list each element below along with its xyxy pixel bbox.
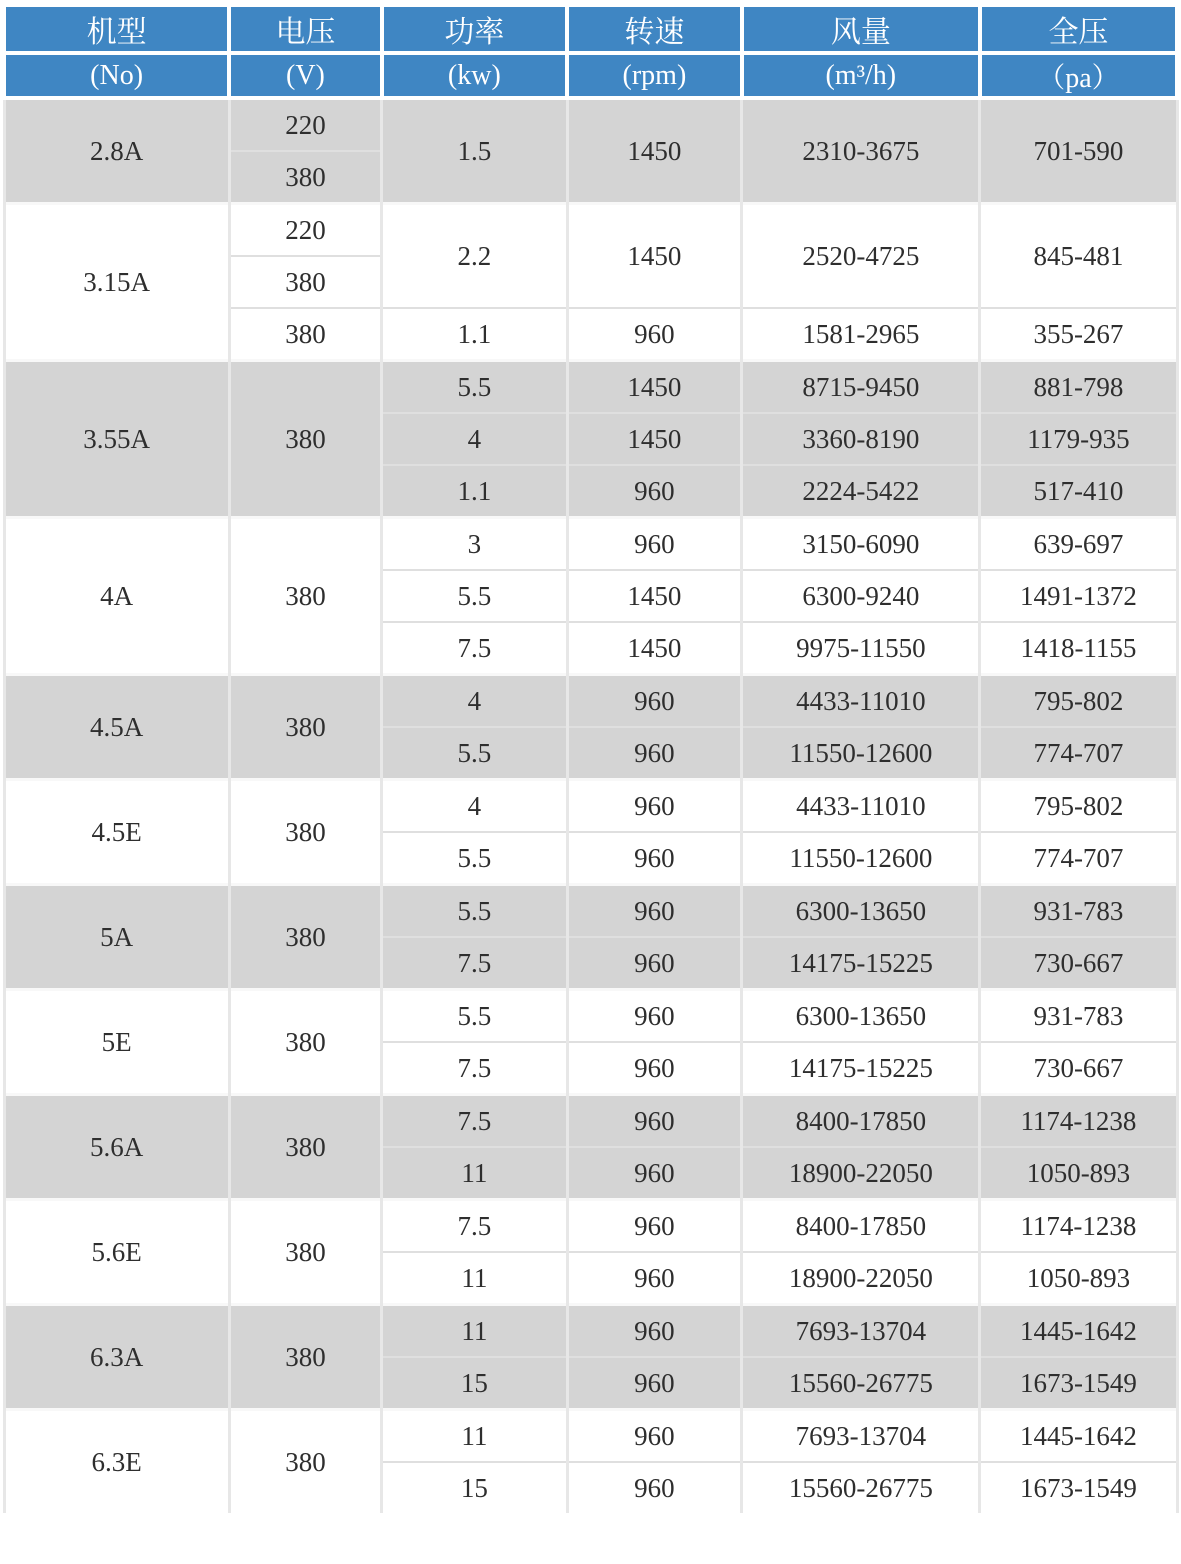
volume-cell: 2520-4725 (742, 204, 980, 309)
power-cell: 5.5 (382, 885, 567, 938)
table-row (4, 1095, 1177, 1148)
pressure-cell: 931-783 (980, 885, 1177, 938)
model-cell: 5.6E (4, 1200, 229, 1305)
power-cell: 15 (382, 1462, 567, 1513)
table-header (4, 5, 1177, 98)
model-cell: 5A (4, 885, 229, 990)
speed-cell: 1450 (567, 622, 742, 675)
power-cell: 1.1 (382, 465, 567, 518)
speed-cell: 1450 (567, 361, 742, 414)
pressure-cell: 1179-935 (980, 413, 1177, 465)
volume-cell: 3360-8190 (742, 413, 980, 465)
speed-cell: 960 (567, 1305, 742, 1358)
voltage-cell: 380 (229, 780, 381, 885)
header-unit-row (4, 53, 1177, 98)
pressure-cell: 1673-1549 (980, 1357, 1177, 1410)
pressure-cell: 774-707 (980, 832, 1177, 885)
speed-cell: 960 (567, 1462, 742, 1513)
pressure-cell: 1445-1642 (980, 1410, 1177, 1463)
volume-cell: 2224-5422 (742, 465, 980, 518)
volume-cell: 6300-9240 (742, 570, 980, 622)
speed-cell: 960 (567, 465, 742, 518)
model-cell: 2.8A (4, 98, 229, 204)
column-unit-speed: (rpm) (567, 53, 742, 98)
speed-cell: 960 (567, 675, 742, 728)
volume-cell: 1581-2965 (742, 308, 980, 361)
power-cell: 7.5 (382, 1042, 567, 1095)
power-cell: 5.5 (382, 832, 567, 885)
voltage-cell: 380 (229, 518, 381, 675)
volume-cell: 8715-9450 (742, 361, 980, 414)
power-cell: 7.5 (382, 937, 567, 990)
volume-cell: 18900-22050 (742, 1147, 980, 1200)
fan-spec-table (2, 3, 1179, 1513)
voltage-cell: 380 (229, 1095, 381, 1200)
column-unit-pressure: （pa） (980, 53, 1177, 98)
column-header-power: 功率 (382, 5, 567, 53)
voltage-cell: 380 (229, 308, 381, 361)
volume-cell: 8400-17850 (742, 1200, 980, 1253)
pressure-cell: 1445-1642 (980, 1305, 1177, 1358)
pressure-cell: 1050-893 (980, 1252, 1177, 1305)
pressure-cell: 1174-1238 (980, 1095, 1177, 1148)
speed-cell: 960 (567, 1147, 742, 1200)
speed-cell: 960 (567, 1252, 742, 1305)
power-cell: 4 (382, 675, 567, 728)
voltage-cell: 380 (229, 1410, 381, 1514)
voltage-cell: 380 (229, 885, 381, 990)
model-cell: 5E (4, 990, 229, 1095)
power-cell: 4 (382, 780, 567, 833)
pressure-cell: 1050-893 (980, 1147, 1177, 1200)
volume-cell: 11550-12600 (742, 832, 980, 885)
voltage-cell: 380 (229, 675, 381, 780)
power-cell: 4 (382, 413, 567, 465)
pressure-cell: 730-667 (980, 937, 1177, 990)
spec-table-body (4, 98, 1177, 1513)
pressure-cell: 1673-1549 (980, 1462, 1177, 1513)
table-row (4, 780, 1177, 833)
volume-cell: 18900-22050 (742, 1252, 980, 1305)
table-row (4, 1200, 1177, 1253)
voltage-cell: 380 (229, 256, 381, 308)
power-cell: 11 (382, 1305, 567, 1358)
power-cell: 5.5 (382, 570, 567, 622)
power-cell: 11 (382, 1147, 567, 1200)
speed-cell: 1450 (567, 98, 742, 204)
table-row (4, 1305, 1177, 1358)
column-header-pressure: 全压 (980, 5, 1177, 53)
volume-cell: 14175-15225 (742, 937, 980, 990)
pressure-cell: 1174-1238 (980, 1200, 1177, 1253)
pressure-cell: 730-667 (980, 1042, 1177, 1095)
speed-cell: 1450 (567, 204, 742, 309)
volume-cell: 7693-13704 (742, 1410, 980, 1463)
pressure-cell: 517-410 (980, 465, 1177, 518)
pressure-cell: 701-590 (980, 98, 1177, 204)
pressure-cell: 1418-1155 (980, 622, 1177, 675)
power-cell: 5.5 (382, 727, 567, 780)
table-row (4, 1410, 1177, 1463)
pressure-cell: 774-707 (980, 727, 1177, 780)
power-cell: 7.5 (382, 622, 567, 675)
voltage-cell: 380 (229, 151, 381, 204)
table-row (4, 990, 1177, 1043)
table-row (4, 675, 1177, 728)
volume-cell: 4433-11010 (742, 780, 980, 833)
volume-cell: 15560-26775 (742, 1462, 980, 1513)
speed-cell: 960 (567, 1200, 742, 1253)
column-header-airflow: 风量 (742, 5, 980, 53)
voltage-cell: 220 (229, 204, 381, 257)
power-cell: 7.5 (382, 1200, 567, 1253)
pressure-cell: 1491-1372 (980, 570, 1177, 622)
speed-cell: 960 (567, 937, 742, 990)
speed-cell: 960 (567, 780, 742, 833)
pressure-cell: 931-783 (980, 990, 1177, 1043)
column-unit-model: (No) (4, 53, 229, 98)
power-cell: 11 (382, 1252, 567, 1305)
model-cell: 5.6A (4, 1095, 229, 1200)
speed-cell: 960 (567, 1357, 742, 1410)
voltage-cell: 380 (229, 1305, 381, 1410)
model-cell: 6.3E (4, 1410, 229, 1514)
model-cell: 4A (4, 518, 229, 675)
model-cell: 6.3A (4, 1305, 229, 1410)
column-unit-power: (kw) (382, 53, 567, 98)
speed-cell: 1450 (567, 570, 742, 622)
speed-cell: 960 (567, 832, 742, 885)
pressure-cell: 881-798 (980, 361, 1177, 414)
volume-cell: 7693-13704 (742, 1305, 980, 1358)
volume-cell: 3150-6090 (742, 518, 980, 571)
power-cell: 7.5 (382, 1095, 567, 1148)
model-cell: 4.5A (4, 675, 229, 780)
table-row (4, 518, 1177, 571)
voltage-cell: 380 (229, 990, 381, 1095)
model-cell: 4.5E (4, 780, 229, 885)
power-cell: 5.5 (382, 361, 567, 414)
voltage-cell: 380 (229, 361, 381, 518)
volume-cell: 2310-3675 (742, 98, 980, 204)
speed-cell: 960 (567, 1410, 742, 1463)
table-row (4, 98, 1177, 151)
volume-cell: 15560-26775 (742, 1357, 980, 1410)
volume-cell: 6300-13650 (742, 990, 980, 1043)
power-cell: 1.1 (382, 308, 567, 361)
speed-cell: 960 (567, 885, 742, 938)
volume-cell: 4433-11010 (742, 675, 980, 728)
volume-cell: 8400-17850 (742, 1095, 980, 1148)
volume-cell: 6300-13650 (742, 885, 980, 938)
pressure-cell: 355-267 (980, 308, 1177, 361)
pressure-cell: 639-697 (980, 518, 1177, 571)
speed-cell: 960 (567, 1095, 742, 1148)
table-row (4, 204, 1177, 257)
pressure-cell: 795-802 (980, 780, 1177, 833)
pressure-cell: 795-802 (980, 675, 1177, 728)
table-row (4, 361, 1177, 414)
speed-cell: 960 (567, 518, 742, 571)
column-header-speed: 转速 (567, 5, 742, 53)
table-row (4, 885, 1177, 938)
speed-cell: 960 (567, 308, 742, 361)
column-unit-airflow: (m³/h) (742, 53, 980, 98)
header-title-row (4, 5, 1177, 53)
speed-cell: 960 (567, 727, 742, 780)
column-header-voltage: 电压 (229, 5, 381, 53)
volume-cell: 14175-15225 (742, 1042, 980, 1095)
power-cell: 15 (382, 1357, 567, 1410)
speed-cell: 1450 (567, 413, 742, 465)
column-header-model: 机型 (4, 5, 229, 53)
speed-cell: 960 (567, 990, 742, 1043)
pressure-cell: 845-481 (980, 204, 1177, 309)
voltage-cell: 380 (229, 1200, 381, 1305)
voltage-cell: 220 (229, 98, 381, 151)
speed-cell: 960 (567, 1042, 742, 1095)
power-cell: 2.2 (382, 204, 567, 309)
power-cell: 11 (382, 1410, 567, 1463)
power-cell: 1.5 (382, 98, 567, 204)
model-cell: 3.15A (4, 204, 229, 361)
model-cell: 3.55A (4, 361, 229, 518)
volume-cell: 9975-11550 (742, 622, 980, 675)
power-cell: 5.5 (382, 990, 567, 1043)
power-cell: 3 (382, 518, 567, 571)
volume-cell: 11550-12600 (742, 727, 980, 780)
column-unit-voltage: (V) (229, 53, 381, 98)
